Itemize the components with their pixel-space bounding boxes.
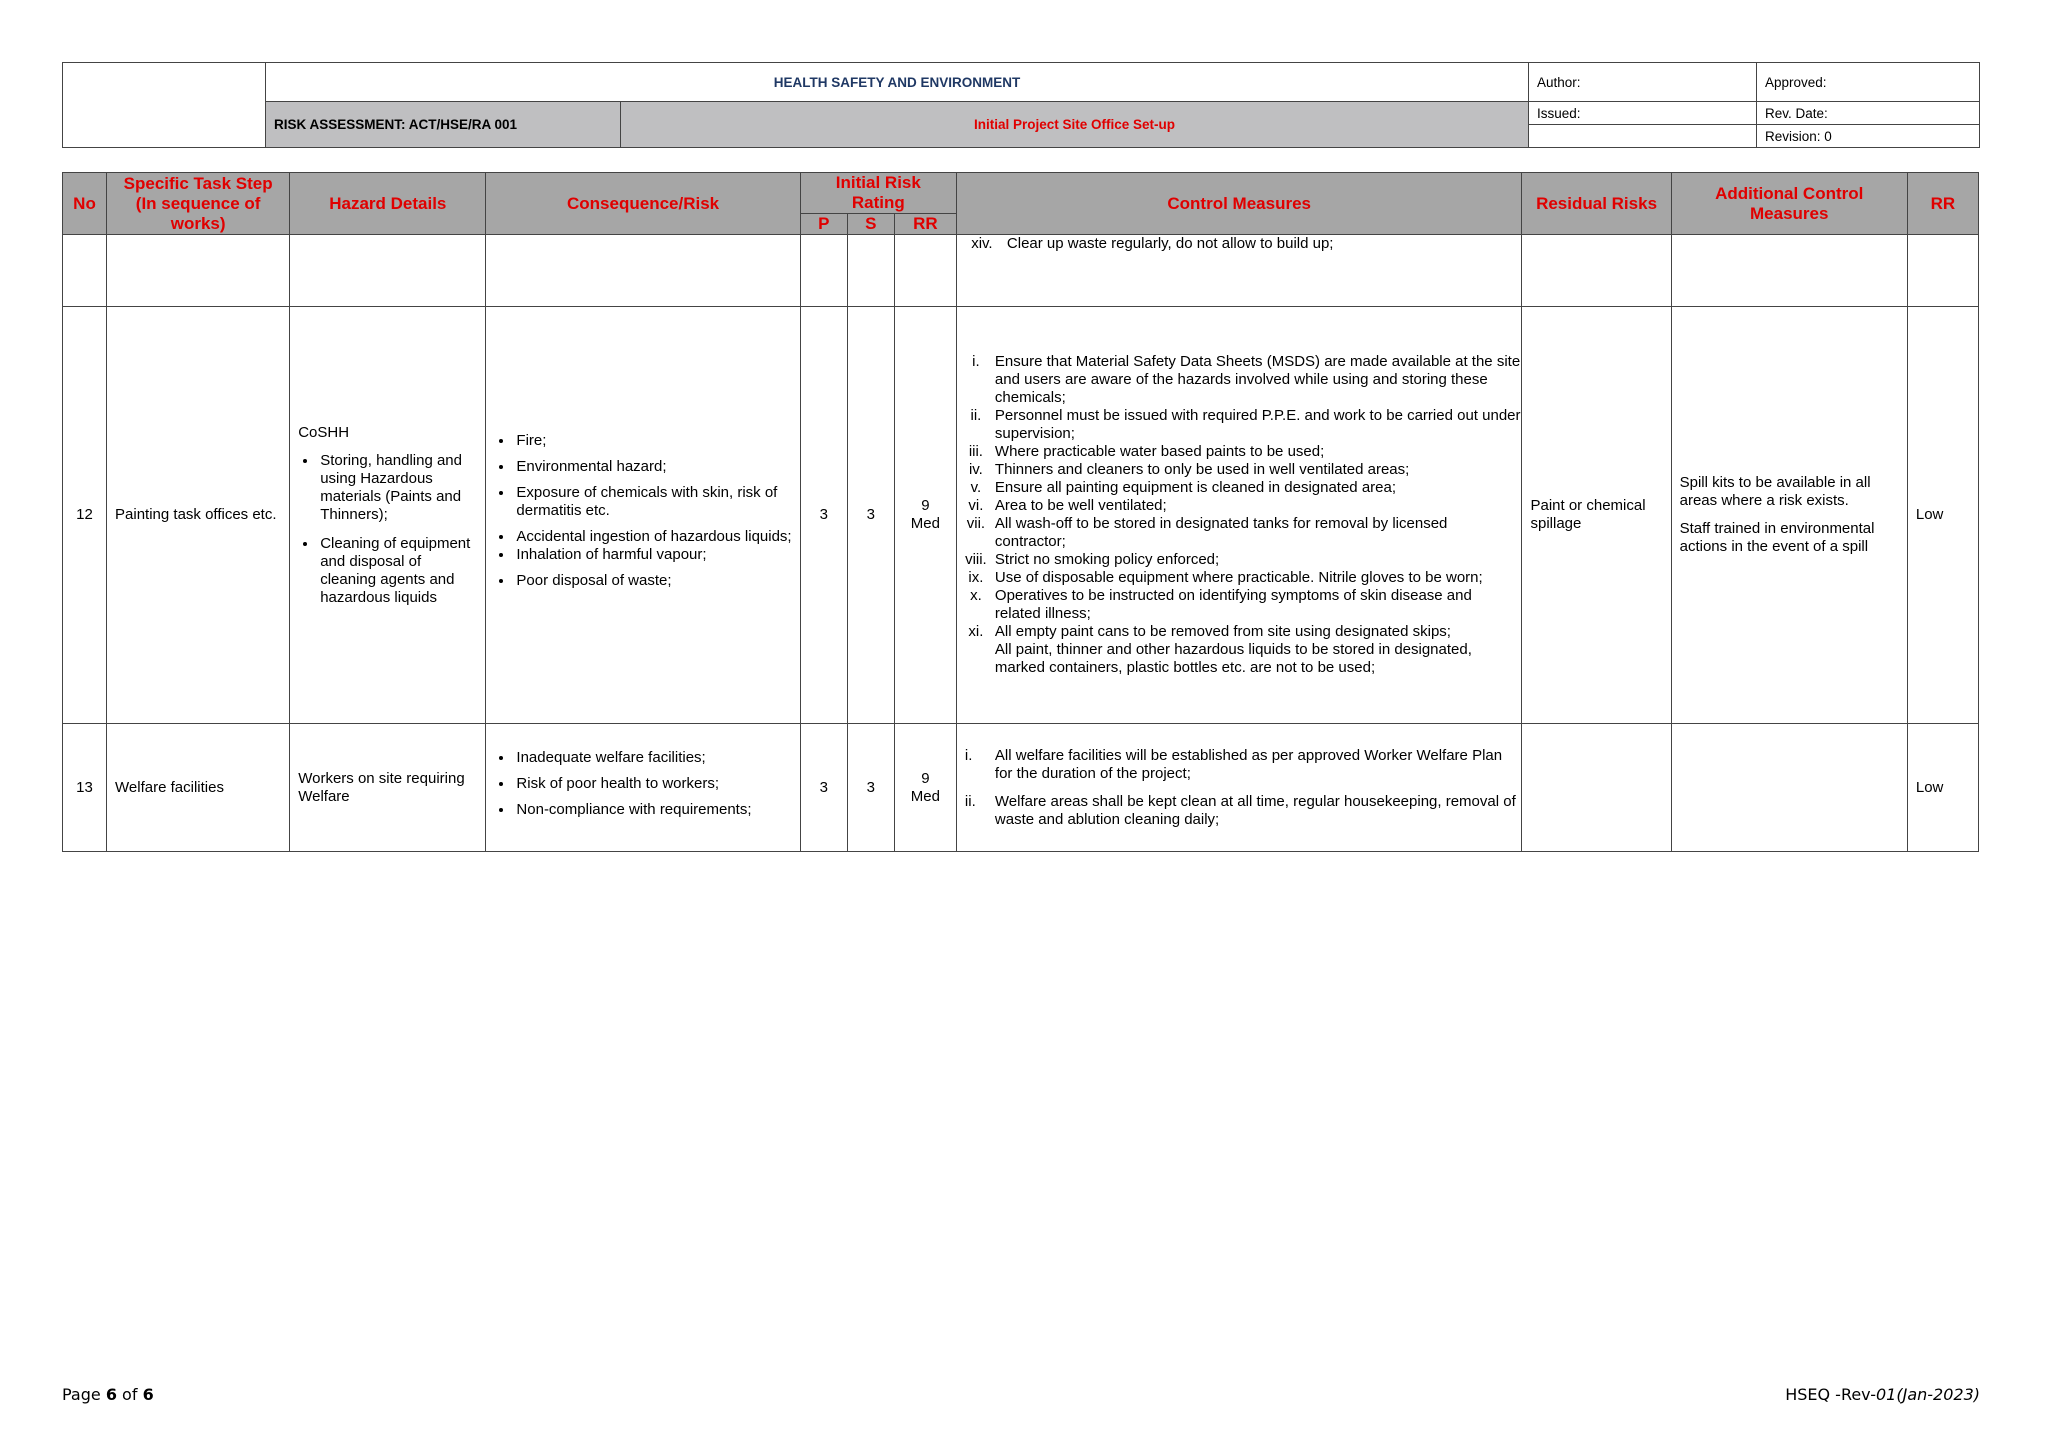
section-title: HEALTH SAFETY AND ENVIRONMENT <box>266 63 1529 102</box>
row-number: 13 <box>63 724 107 852</box>
consequence-cell <box>486 307 800 724</box>
table-row <box>63 235 1979 307</box>
control-item: x. Operatives to be instructed on identifying symptoms of skin disease and related illness; <box>970 587 1472 622</box>
control-item: All paint, thinner and other hazardous liquids to be stored in designated, marked containers, plastic bottles etc. are not to be used; <box>994 641 1472 676</box>
col-header-task-line3: works) <box>170 213 226 233</box>
control-item: ix. Use of disposable equipment where practicable. Nitrile gloves to be worn; <box>968 569 1483 586</box>
consequence-item: • Risk of poor health to workers; <box>514 775 791 793</box>
probability-value: 3 <box>800 307 847 724</box>
control-item: ii. Personnel must be issued with required P.P.E. and work to be carried out under supervision; <box>970 407 1521 442</box>
hazard-details: Workers on site requiring Welfare <box>290 724 486 852</box>
hazard-item: • Cleaning of equipment and disposal of cleaning agents and hazardous liquids <box>318 535 477 607</box>
issued-label: Issued: <box>1529 102 1757 125</box>
consequence-item: • Non-compliance with requirements; <box>514 801 791 819</box>
consequence-item: • Inadequate welfare facilities; <box>514 749 791 767</box>
approved-label: Approved: <box>1757 63 1980 102</box>
hazard-details-cell <box>290 307 486 724</box>
col-header-control: Control Measures <box>956 173 1522 235</box>
additional-control <box>1671 724 1907 852</box>
control-measures-cell <box>956 307 1522 724</box>
table-row <box>63 724 1979 852</box>
additional-control-cell <box>1671 307 1907 724</box>
control-item: iii. Where practicable water based paints to be used; <box>968 443 1325 460</box>
risk-assessment-label: RISK ASSESSMENT: ACT/HSE/RA 001 <box>266 102 621 148</box>
task-step: Painting task offices etc. <box>107 307 290 724</box>
residual-risk: Paint or chemical spillage <box>1522 307 1671 724</box>
project-title: Initial Project Site Office Set-up <box>621 102 1529 148</box>
col-header-task-line2: (In sequence of <box>135 193 261 213</box>
control-item: viii. Strict no smoking policy enforced; <box>965 551 1220 568</box>
control-item: iv. Thinners and cleaners to only be used in well ventilated areas; <box>968 461 1410 478</box>
control-item: xiv. Clear up waste regularly, do not allow to build up; <box>971 235 1334 252</box>
col-header-s: S <box>847 214 894 235</box>
revision-label: Revision: 0 <box>1757 125 1980 148</box>
risk-assessment-table <box>62 172 1979 852</box>
document-header <box>62 62 1980 148</box>
row-number: 12 <box>63 307 107 724</box>
hazard-item: • Storing, handling and using Hazardous materials (Paints and Thinners); <box>318 452 477 524</box>
additional-control-1: Spill kits to be available in all areas where a risk exists. <box>1679 474 1871 509</box>
col-header-rr: RR <box>894 214 956 235</box>
hazard-title: CoSHH <box>298 423 350 441</box>
col-header-additional: Additional Control Measures <box>1671 173 1907 235</box>
consequence-item: • Poor disposal of waste; <box>514 572 791 590</box>
col-header-task <box>107 173 290 235</box>
consequence-item: • Environmental hazard; <box>514 458 791 476</box>
control-item: v. Ensure all painting equipment is cleaned in designated area; <box>970 479 1397 496</box>
severity-value: 3 <box>847 307 894 724</box>
total-pages: 6 <box>142 1385 154 1404</box>
control-item: vii. All wash-off to be stored in designated tanks for removal by licensed contractor; <box>966 515 1448 550</box>
logo-cell <box>63 63 266 148</box>
consequence-item: • Exposure of chemicals with skin, risk of dermatitis etc. <box>514 484 791 520</box>
residual-risk-rating: Low <box>1907 307 1978 724</box>
residual-risk <box>1522 724 1671 852</box>
severity-value: 3 <box>847 724 894 852</box>
additional-control-2: Staff trained in environmental actions in the event of a spill <box>1679 520 1875 555</box>
rev-date-label: Rev. Date: <box>1757 102 1980 125</box>
col-header-p: P <box>800 214 847 235</box>
col-header-residual: Residual Risks <box>1522 173 1671 235</box>
control-item: ii. Welfare areas shall be kept clean at all time, regular housekeeping, removal of waste and ablution cleaning daily; <box>964 792 1516 828</box>
col-header-initial-line2: Rating <box>851 193 905 212</box>
consequence-item: • Accidental ingestion of hazardous liquids; <box>514 528 791 546</box>
table-row <box>63 307 1979 724</box>
probability-value: 3 <box>800 724 847 852</box>
control-item: i. Ensure that Material Safety Data Sheets (MSDS) are made available at the site and users are aware of the hazards involved while using and storing these chemicals; <box>972 353 1521 406</box>
control-item: i. All welfare facilities will be established as per approved Worker Welfare Plan for the duration of the project; <box>964 746 1503 782</box>
control-item: vi. Area to be well ventilated; <box>968 497 1167 514</box>
initial-risk-rating: 9 Med <box>894 724 956 852</box>
issued-value <box>1529 125 1757 148</box>
residual-risk-rating: Low <box>1907 724 1978 852</box>
task-step: Welfare facilities <box>107 724 290 852</box>
consequence-item: • Fire; <box>514 432 791 450</box>
document-reference: HSEQ -Rev-01(Jan-2023) <box>1785 1385 1980 1404</box>
control-item: xi. All empty paint cans to be removed from site using designated skips; <box>968 623 1451 640</box>
col-header-task-line1: Specific Task Step <box>123 173 273 193</box>
page-number: Page 6 of 6 <box>62 1385 154 1404</box>
col-header-no: No <box>63 173 107 235</box>
col-header-initial-line1: Initial Risk <box>835 173 921 192</box>
control-measures-cell <box>956 235 1522 307</box>
col-header-rr-final: RR <box>1907 173 1978 235</box>
col-header-consequence: Consequence/Risk <box>486 173 800 235</box>
consequence-cell <box>486 724 800 852</box>
col-header-initial-risk <box>800 173 956 214</box>
consequence-item: • Inhalation of harmful vapour; <box>514 546 791 564</box>
author-label: Author: <box>1529 63 1757 102</box>
initial-risk-rating: 9 Med <box>894 307 956 724</box>
col-header-hazard: Hazard Details <box>290 173 486 235</box>
current-page: 6 <box>105 1385 117 1404</box>
control-measures-cell <box>956 724 1522 852</box>
